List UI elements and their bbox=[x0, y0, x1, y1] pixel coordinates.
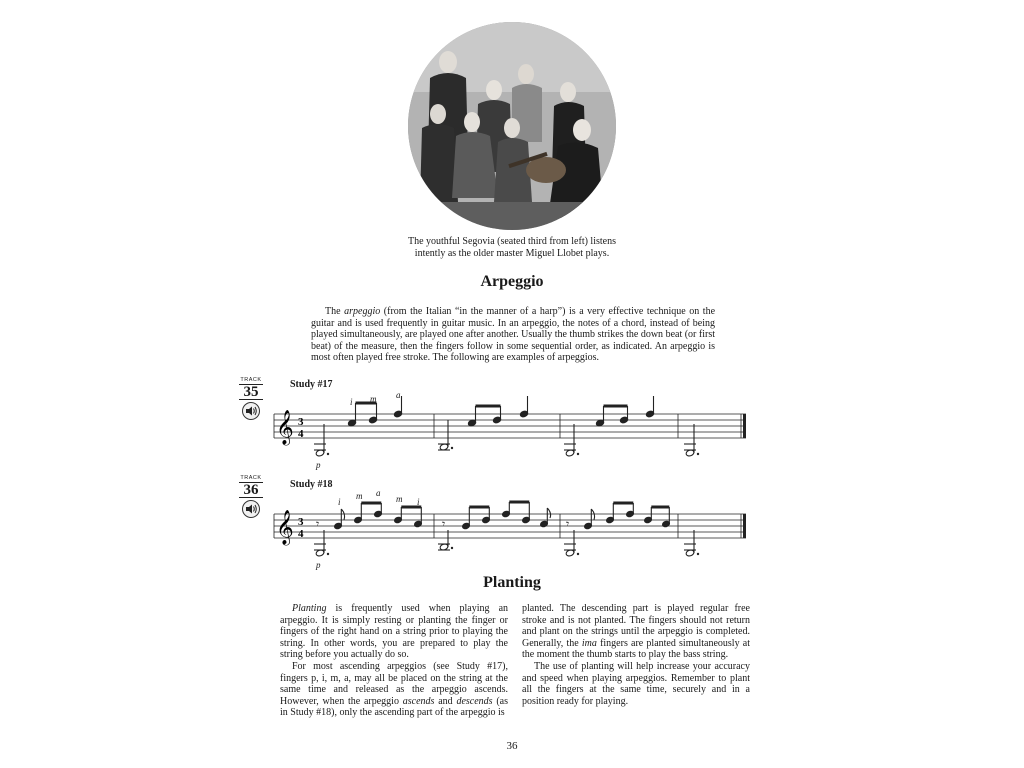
intro-term: arpeggio bbox=[344, 306, 381, 317]
time-signature-top: 3 bbox=[298, 416, 304, 428]
arpeggio-intro-paragraph bbox=[311, 306, 715, 364]
svg-text:𝄾: 𝄾 bbox=[442, 517, 446, 531]
planting-p2-part2: (as in Study #18), only the ascending part of the arpeggio is bbox=[280, 695, 508, 719]
planting-column-left bbox=[280, 603, 508, 719]
fingering-a: a bbox=[376, 490, 381, 498]
track-label: TRACK bbox=[240, 377, 262, 383]
page-number: 36 bbox=[506, 740, 518, 752]
planting-paragraph-3 bbox=[522, 603, 750, 661]
treble-clef-icon: 𝄞 bbox=[276, 410, 294, 445]
fingering-m2: m bbox=[396, 494, 403, 504]
fingering-m: m bbox=[356, 491, 363, 501]
time-signature-top: 3 bbox=[298, 516, 304, 528]
caption-line-1: The youthful Segovia (seated third from left) listens bbox=[407, 236, 616, 247]
fingering-i2: i bbox=[417, 497, 420, 507]
ascends-term: ascends bbox=[402, 695, 435, 707]
bass-notes bbox=[314, 530, 696, 557]
track-number: 36 bbox=[239, 483, 263, 498]
planting-paragraph-2 bbox=[280, 661, 508, 719]
study-18-title: Study #18 bbox=[290, 479, 333, 490]
track-36-badge[interactable] bbox=[239, 475, 263, 523]
track-35-badge[interactable] bbox=[239, 377, 263, 425]
planting-p2-and: and bbox=[438, 695, 453, 707]
intro-before: The bbox=[325, 306, 341, 317]
speaker-icon[interactable] bbox=[239, 402, 263, 425]
planting-column-right bbox=[522, 603, 750, 707]
fingering-i: i bbox=[350, 397, 353, 407]
fingering-p: p bbox=[316, 560, 321, 570]
ima-term: ima bbox=[581, 637, 597, 649]
caption-line-2: intently as the older master Miguel Llobet plays. bbox=[414, 248, 610, 259]
study-18-staff bbox=[270, 490, 750, 572]
intro-after: (from the Italian “in the manner of a harp”) is a very effective technique on the guitar and is used frequently in guitar music. In an arpeggio, the notes of a chord, instead of being played simultaneously, are played one after another. Usually the thumb strikes the down beat (or first beat) of the measure, then the fingers follow in some sequential order, as indicated. An arpeggio is most often played free stroke. The following are examples of arpeggios. bbox=[311, 306, 716, 364]
time-signature-bottom: 4 bbox=[298, 528, 304, 540]
fingering-i: i bbox=[338, 497, 341, 507]
planting-p2-part1: For most ascending arpeggios (see Study #17), fingers p, i, m, a, may all be placed on the string at the same time and released as the arpeggio ascends. However, when the arpeggio bbox=[280, 660, 508, 707]
planting-paragraph-1 bbox=[280, 603, 508, 661]
fingering-a: a bbox=[396, 390, 401, 400]
photo-illustration bbox=[408, 22, 616, 230]
planting-p3-part1: planted. The descending part is played regular free stroke and is not planted. The fingers should not return and plant on the strings until the arpeggio is completed. Generally, the bbox=[522, 603, 750, 649]
historical-photo bbox=[408, 22, 616, 230]
svg-text:𝄾: 𝄾 bbox=[566, 517, 570, 531]
track-number: 35 bbox=[239, 385, 263, 400]
svg-text:𝄾: 𝄾 bbox=[316, 517, 320, 531]
treble-clef-icon: 𝄞 bbox=[276, 510, 294, 545]
time-signature-bottom: 4 bbox=[298, 428, 304, 440]
planting-p1-text: is frequently used when playing an arpeggio. It is simply resting or planting the finger or fingers of the right hand on a string prior to playing the string. In other words, you are prepared to play the string before you actually do so. bbox=[280, 603, 509, 661]
treble-notes bbox=[334, 502, 671, 530]
eighth-rests bbox=[316, 517, 569, 531]
descends-term: descends bbox=[456, 695, 493, 707]
speaker-icon[interactable] bbox=[239, 500, 263, 523]
planting-p3-part2: fingers are planted simultaneously at the moment the thumb starts to play the bass string. bbox=[522, 637, 750, 661]
section-title-arpeggio: Arpeggio bbox=[480, 273, 544, 290]
section-title-planting: Planting bbox=[483, 574, 541, 591]
fingering-m: m bbox=[370, 394, 377, 404]
fingering-p: p bbox=[316, 460, 321, 470]
bass-notes bbox=[314, 420, 696, 457]
treble-notes bbox=[348, 396, 655, 427]
planting-paragraph-4: The use of planting will help increase your accuracy and speed when playing arpeggios. Remember to plant all the fingers at the same time, securely and in a position ready for playing. bbox=[522, 660, 750, 707]
photo-caption bbox=[380, 236, 644, 260]
study-17-title: Study #17 bbox=[290, 379, 333, 390]
track-label: TRACK bbox=[240, 475, 262, 481]
study-17-staff bbox=[270, 390, 750, 472]
planting-term: Planting bbox=[292, 603, 327, 614]
